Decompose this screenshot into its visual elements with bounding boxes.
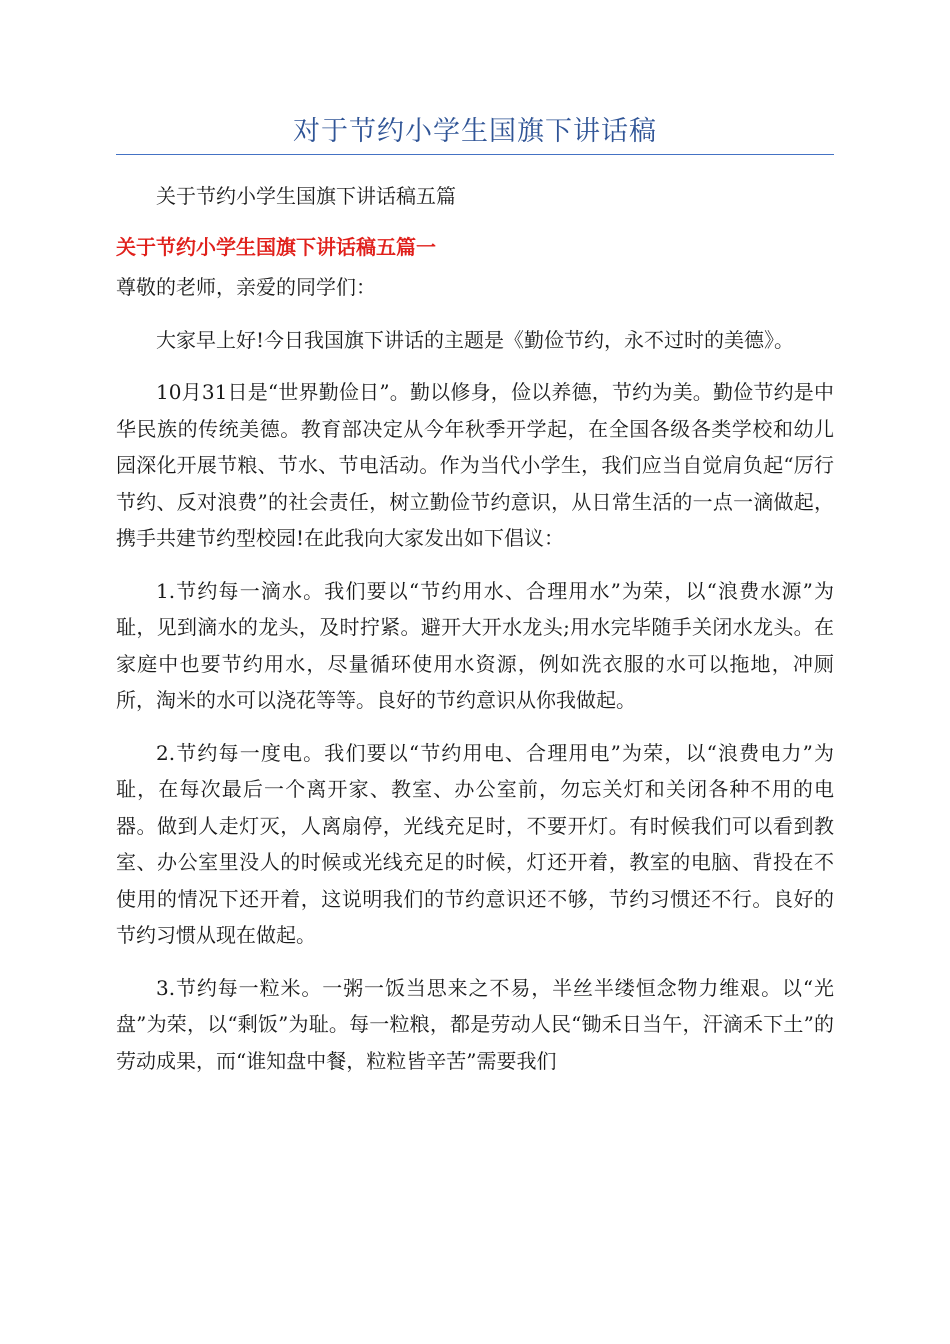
paragraph-introduction: 10月31日是“世界勤俭日”。勤以修身，俭以养德，节约为美。勤俭节约是中华民族的传统美德。教育部决定从今年秋季开学起，在全国各级各类学校和幼儿园深化开展节粮、节水、节电活动。作为当代小学生，我们应当自觉肩负起“厉行节约、反对浪费”的社会责任，树立勤俭节约意识，从日常生活的一点一滴做起，携手共建节约型校园!在此我向大家发出如下倡议： — [116, 380, 834, 550]
title-underline — [116, 154, 834, 155]
document-subtitle: 关于节约小学生国旗下讲话稿五篇 — [156, 184, 456, 208]
paragraph-greeting: 大家早上好!今日我国旗下讲话的主题是《勤俭节约，永不过时的美德》。 — [156, 327, 795, 352]
salutation: 尊敬的老师，亲爱的同学们： — [116, 275, 376, 299]
document-body — [116, 172, 834, 1095]
paragraph-save-electricity: 2.节约每一度电。我们要以“节约用电、合理用电”为荣，以“浪费电力”为耻，在每次最后一个离开家、教室、办公室前，勿忘关灯和关闭各种不用的电器。做到人走灯灭，人离扇停，光线充足时，不要开灯。有时候我们可以看到教室、办公室里没人的时候或光线充足的时候，灯还开着，教室的电脑、背投在不使用的情况下还开着，这说明我们的节约意识还不够，节约习惯还不行。良好的节约习惯从现在做起。 — [116, 740, 834, 947]
section-heading: 关于节约小学生国旗下讲话稿五篇一 — [116, 234, 436, 259]
document-title: 对于节约小学生国旗下讲话稿 — [293, 116, 657, 147]
paragraph-save-water: 1.节约每一滴水。我们要以“节约用水、合理用水”为荣，以“浪费水源”为耻，见到滴水的龙头，及时拧紧。避开大开水龙头;用水完毕随手关闭水龙头。在家庭中也要节约用水，尽量循环使用水资源，例如洗衣服的水可以拖地，冲厕所，淘米的水可以浇花等等。良好的节约意识从你我做起。 — [116, 578, 834, 712]
paragraph-save-rice: 3.节约每一粒米。一粥一饭当思来之不易，半丝半缕恒念物力维艰。以“光盘”为荣，以“剩饭”为耻。每一粒粮，都是劳动人民“锄禾日当午，汗滴禾下土”的劳动成果，而“谁知盘中餐，粒粒皆辛苦”需要我们 — [116, 975, 834, 1073]
